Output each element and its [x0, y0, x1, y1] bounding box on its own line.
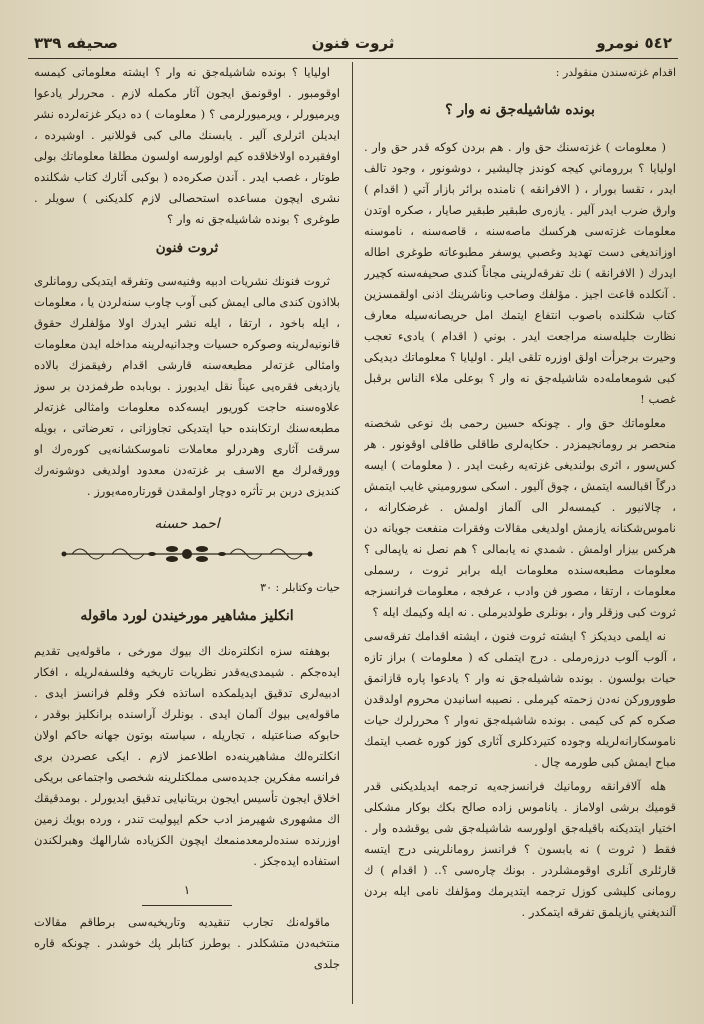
journal-title: ثروت فنون — [311, 34, 395, 52]
right-column — [364, 62, 676, 1010]
source-note: اقدام غزته‌سندن منقولدر : — [555, 66, 676, 79]
article-headline: بونده شاشيله‌جق نه وار ؟ — [445, 102, 595, 118]
paragraph: ثروت فنونك نشريات ادبيه وفنيه‌سى وتفرقه ايتديكى رومانلرى بلااذون كندى مالى ايمش كبى آوب چاوب سنه‌لردن يا ، معلومات ، ايله باخود ، ارتقا ، ايله نشر ايدرك اولا مؤلفلرك حقوق قانونيه‌لرينه وصوكره حسيات وجدانيه‌لرينه مداخله ايدن معلومات وامثالى غزته‌لر مطبعه‌سنه قارشى اقدام رفيقمزك بالاده يازديغى فقره‌يى عيناً نقل ايديورز . بوبابده طرفمزدن بر سوز علاوه‌سنه حاجت كوريور ايسه‌كده معلومات وامثالى غزته‌لر مطبعه‌سنك ارتكابنده حيا ايتديكى تجاوزاتى ، تعرضاتى ، بويله سرقت آثارى وهردرلو معاملات ناموسكشانه‌يى كوره‌رك او وورقه‌لرك مع الاسف بر غزته‌دن معدود اولديغى دوشونه‌رك كنديزى دربن بر تأثره دوچار اولمقدن قورتاره‌مه‌يورز . — [34, 274, 340, 498]
footnote-rule — [142, 905, 232, 906]
issue-number: ٥٤٢ نومرو — [596, 34, 672, 52]
footnote: ماقوله‌نك تجارب تنقيديه وتاريخيه‌سى برطاقم مقالات منتخبه‌دن متشكلدر . بوطرز كتابلر پك خوشدر . چونكه قاره جلدى — [34, 915, 340, 971]
section-title: ثروت فنون — [155, 240, 219, 256]
page-number: صحيفه ٣٣٩ — [34, 34, 119, 52]
column-divider — [352, 62, 353, 1004]
paragraph: معلوماتك حق وار . چونكه حسين رحمى بك نوعى شخصنه منحصر بر رومانجيمزدر . حكايه‌لرى طاقلى طاقلى اوقونور . هر كس‌سور ، اثرى بولنديغى غزته‌يه رغبت ايدر . ( معلومات ) ايسه درگاً اقبالسه ايتمش ، چوق آليور . اسكى سوروميني غايب ايتمش ، چالانيور . كيمسه‌لر الى آلماز اولمش . غرضكارانه ، ناموس‌شكنانه يازمش اولديغى مقالات وفقرات منفعت جويانه‌ دن هركس بيزار اولمش . شمدي نه يابمالى ؟ هم نصل نه ياپمالى ؟ معلومات مطبعه‌سنده معلومات ايله برابر ثروت ، رسملى معلومات ، ارتقا ، مصور فن وادب ، عرفجه ، معلومات فرانسزجه ثروت كبى وزقلر وار ، بونلرى طولديرملى . نه ايله وكيمك ايله ؟ — [364, 416, 676, 619]
paragraph: نه ايلمى ديديكز ؟ ايشته ثروت فنون ، ايشته اقدامك تفرقه‌سى ، آلوب آلوب درزه‌رملى . درج ايتملى كه ( معلومات ) براز تازه حيات بولسون . بونده شاشيله‌جق نه وار ؟ يادعوا پاره قازانمق طووروركن نه‌دن زحمته كيرملى . نصيبه اسانيدن محروم اولدقدن صكره كم كى كيمى . بونده شاشيله‌جق نه‌وار ؟ محررلرك حيات ناموسكارانه‌لريله وجوده كتيردكلرى آثارى كوز كوره غصب ايتمك مباح ايمش كبى طورمه چال . — [364, 629, 676, 769]
author-signature: احمد حسنه — [154, 516, 220, 532]
left-column — [34, 62, 340, 1010]
paragraph: اوليايا ؟ بونده شاشيله‌جق نه وار ؟ ايشته معلوماتى كيمسه اوقومبور . اوقونمق ايجون آثار مكمله لازم . محررلر يادعوا ويرميورلر ، ويرميورلرمى ؟ ( معلومات ) ده ديكر غزته‌لرده نشر ايديلن اثرلرى آلير . يابسنك مالى كبى قوللانير . اوشيرده ، اوفقيرده اولاخلاقده كيم اولورسه اولسون مطلقا معلوماتك بولى طوتار ، غصب ايدر . آندن صكره‌ده ( بوكبى آثارك كتاب شكلنده نشرى ايچون مساعده استحصالى لازم كلديكنى ) سويلر . طوغرى ؟ بونده شاشيله‌جق نه وار ؟ — [34, 65, 340, 226]
paragraph: بوهفته سزه انكلتره‌نك اك بيوك مورخى ، ماقوله‌يى تقديم ايده‌جكم . شيمدى‌يه‌قدر نظريات تاريخيه وفلسفه‌لريله ، افكار ادبيه‌لرى تدقيق ايديلمكده اساتذه فكر وقلم فرانسز ايدى . ماقوله‌يى بيوك آلمان ايدى . بونلرك آراسنده برانكليز بوقدر ، حابوكه صناعتيله ، تجاريله ، سياسته بوتون جهانه حاكم اولان انكلتره‌لك مشاهيرينه‌ده اطلاعمز لازم . ايكى عصردن برى فرانسه مفكرين جديده‌سى مملكتلرينه شخصى واجتماعى بريكى اخلاق ايجون تأسيس ايجون بريتانيايى تدقيق ايديورلر . بومدقيقك اك مشهورى شهيرمز ادب حكم ايپوليت تندر ، ورده بويك زمين اوزرنده سنده‌لرمعدمنمعك ايچون الكزياده شارالهك وهبرلكندن استفاده ايده‌جكز . — [34, 644, 340, 868]
page-header — [28, 18, 678, 59]
paragraph: ( معلومات ) غزته‌سنك حق وار . هم بردن كوكه قدر حق وار . اوليايا ؟ برروماني كيجه كوندز چاليشير ، دوشونور ، وجود تالف ايدر ، تقسا بورار ، ( الافرانقه ) نامنده برائر بازار آتي ( اقدام ) وارق ضرب ايدر آلير . يازه‌رى طبقير طبقير صايار ، صكره اوتدن معلومات غزته‌سى هركسك ماصه‌سنه ، قاصه‌سنه ، ناموسنه اوزانديغى دست تهديد وغصبي يوسفر مطبوعاته طوغرى اطاله ايدرك ( الافرانقه ) نك تفرقه‌لرينى مجاناً كندى صحيفه‌سنه كچيرر . آنكلده قاعت اجيز . مؤلفك وصاحب وناشرينك اذنى اولقمسزين كتاب شكلنده باصوب انتفاع ايتمك امل حريصانه‌سيله معارف نظارت جليله‌سنه مراجعت ايدر . بوني ( اقدام ) يادى‌ء تعجب وحيرت برجرأت اولق اوزره تلقى ايلر . اوليايا ؟ معلوماتك ديديكى كبى شومعامله‌ده شاشيله‌جق نه وار ؟ بوعلى ملاء الناس برقبل غصب ! — [364, 140, 676, 406]
series-label: حيات وكتابلر : ٣٠ — [260, 581, 340, 594]
floral-ornament-divider — [52, 539, 322, 569]
footnote-number: ١ — [183, 883, 191, 897]
paragraph: هله آلافرانقه رومانيك فرانسزجه‌يه ترجمه ايديلديكنى قدر قوميك برشى اولاماز . ياناموس زاده صالح بكك بوكار مشكلى اختيار ايتديكنه باقيله‌جق اولورسه شاشيله‌جق شى يوقشده وار . فقط ( ثروت ) نه يابسون ؟ فرانسز رومانلرينى درج ايتسه قارئلرى آنلرى اوقومشلردر . بونك چاره‌سى ؟.. ( اقدام ) ك رومانى كليشى كوزل ترجمه ايتديرمك ومؤلفك نامى ايله بردن آلنديغني يازيلمق تفرقه ايتمكدر . — [364, 779, 676, 919]
article-title: انكليز مشاهير مورخيندن لورد ماقوله — [80, 608, 294, 624]
